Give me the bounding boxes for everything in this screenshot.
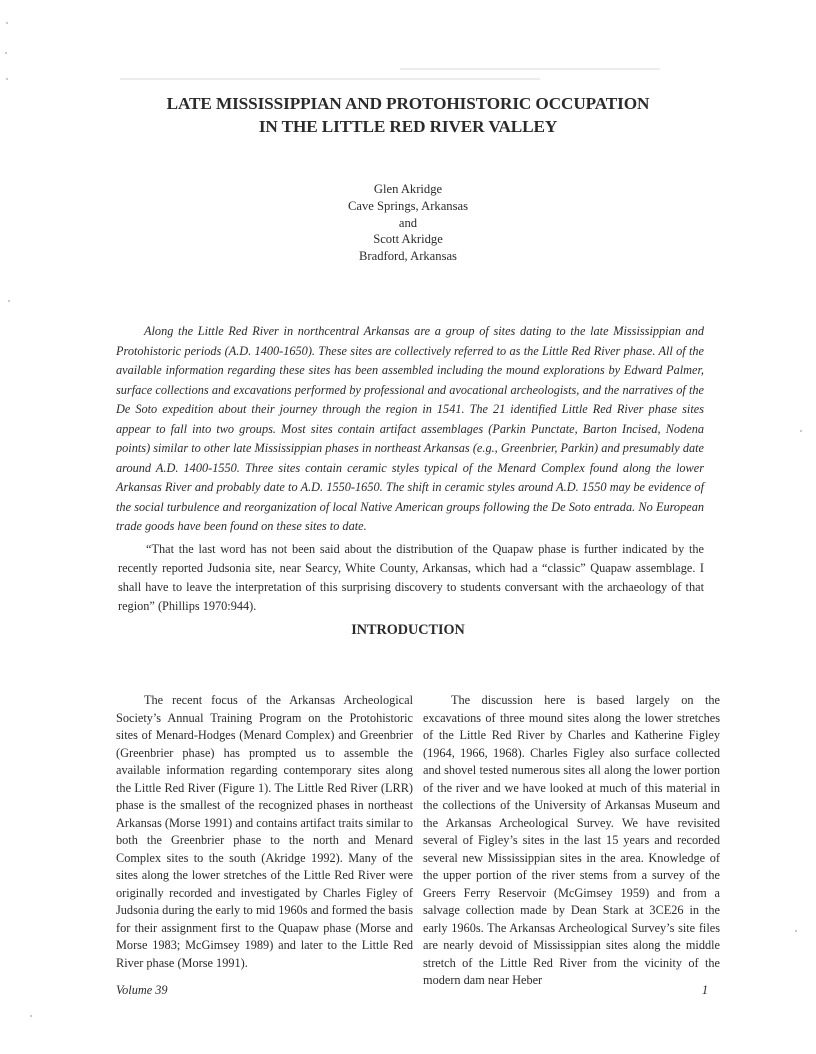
article-title xyxy=(100,92,716,138)
scan-speck xyxy=(800,430,802,432)
title-line-2: IN THE LITTLE RED RIVER VALLEY xyxy=(258,117,558,136)
scan-speck xyxy=(30,1015,32,1017)
scan-speck xyxy=(6,78,8,80)
title-line-1: LATE MISSISSIPPIAN AND PROTOHISTORIC OCCUPATION xyxy=(166,94,650,113)
abstract: Along the Little Red River in northcentral Arkansas are a group of sites dating to the late Mississippian and Protohistoric periods (A.D. 1400-1650). These sites are collectively referred to as the Little Red River phase. All of the available information regarding these sites has been assembled including the mound explorations by Edward Palmer, surface collections and excavations performed by professional and avocational archeologists, and the narratives of the De Soto expedition about their journey through the region in 1541. The 21 identified Little Red River phase sites appear to fall into two groups. Most sites contain artifact assemblages (Parkin Punctate, Barton Incised, Nodena points) similar to other late Mississippian phases in northeast Arkansas (e.g., Greenbrier, Parkin) and presumably date around A.D. 1400-1550. Three sites contain ceramic styles typical of the Menard Complex found along the lower Arkansas River and probably date to A.D. 1550-1650. The shift in ceramic styles around A.D. 1550 may be evidence of the social turbulence and reorganization of local Native American groups following the De Soto entrada. No European trade goods have been found on these sites to date. xyxy=(116,324,704,533)
scan-speck xyxy=(5,52,7,54)
bleed-through-line xyxy=(400,68,660,70)
author-conjunction: and xyxy=(398,215,418,230)
author-block xyxy=(250,181,566,265)
author-1-name: Glen Akridge xyxy=(373,182,443,196)
scan-speck xyxy=(795,930,797,932)
footer-volume: Volume 39 xyxy=(116,983,168,997)
author-2-name: Scott Akridge xyxy=(373,232,443,247)
author-1-location: Cave Springs, Arkansas xyxy=(348,198,468,213)
body-left-column: The recent focus of the Arkansas Archeological Society’s Annual Training Program on the Protohistoric sites of Menard-Hodges (Menard Complex) and Greenbrier (Greenbrier phase) has prompted us to assemble the available information regarding contemporary sites along the Little Red River (Figure 1). The Little Red River (LRR) phase is the smallest of the recognized phases in northeast Arkansas (Morse 1991) and contains artifact traits similar to both the Greenbrier phase to the north and Menard Complex sites to the south (Akridge 1992). Many of the sites along the lower stretches of the Little Red River were originally recorded and investigated by Charles Figley of Judsonia during the early to mid 1960s and formed the basis for their assignment first to the Quapaw phase (Morse and Morse 1983; McGimsey 1989) and later to the Little Red River phase (Morse 1991). xyxy=(116,693,413,970)
scan-speck xyxy=(6,22,8,24)
author-2-location: Bradford, Arkansas xyxy=(359,249,457,264)
body-right-column: The discussion here is based largely on the excavations of three mound sites along the lower stretches of the Little Red River by Charles and Katherine Figley (1964, 1966, 1968). Charles Figley also surface collected and shovel tested numerous sites all along the lower portion of the river and we have looked at much of this material in the collections of the University of Arkansas Museum and the Arkansas Archeological Survey. We have revisited several of Figley’s sites in the last 15 years and recorded several new Mississippian sites in the area. Knowledge of the upper portion of the river stems from a survey of the Greers Ferry Reservoir (McGimsey 1959) and from a salvage collection made by Dean Stark at 3CE26 in the early 1960s. The Arkansas Archeological Survey’s site files are nearly devoid of Mississippian sites along the middle stretch of the Little Red River from the vicinity of the modern dam near Heber xyxy=(423,693,720,987)
scan-speck xyxy=(8,300,10,302)
footer-page-number: 1 xyxy=(701,983,708,997)
bleed-through-line xyxy=(120,78,540,80)
section-heading-introduction: INTRODUCTION xyxy=(351,622,465,638)
epigraph-quote: “That the last word has not been said about the distribution of the Quapaw phase is further indicated by the recently reported Judsonia site, near Searcy, White County, Arkansas, which had a “classic” Quapaw assemblage. I shall have to leave the interpretation of this surprising discovery to students conversant with the archaeology of that region” (Phillips 1970:944). xyxy=(118,542,704,613)
